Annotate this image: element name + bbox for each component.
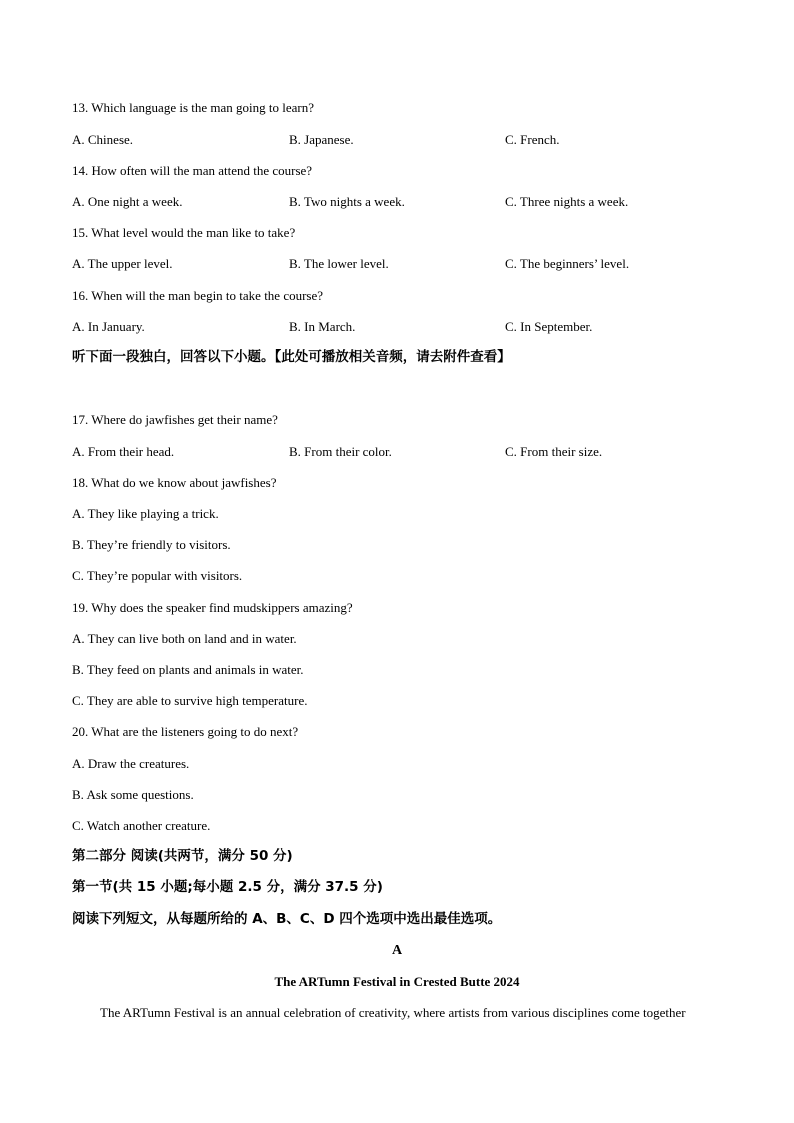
monologue-instruction: 听下面一段独白，回答以下小题。【此处可播放相关音频，请去附件查看】 — [72, 349, 511, 365]
option-c: C. Three nights a week. — [505, 194, 629, 209]
question-19: 19. Why does the speaker find mudskippers amazing? — [72, 600, 353, 615]
option-a: A. They like playing a trick. — [72, 506, 219, 521]
option-a: A. One night a week. — [72, 194, 183, 209]
passage-title: The ARTumn Festival in Crested Butte 2024 — [274, 974, 520, 989]
option-b: B. Ask some questions. — [72, 787, 194, 802]
question-15: 15. What level would the man like to take? — [72, 225, 296, 240]
option-b: B. In March. — [289, 319, 356, 334]
reading-instruction: 阅读下列短文，从每题所给的 A、B、C、D 四个选项中选出最佳选项。 — [72, 911, 502, 927]
option-c: C. From their size. — [505, 444, 603, 459]
question-18: 18. What do we know about jawfishes? — [72, 475, 277, 490]
reading-part-title: 第二部分 阅读(共两节，满分 50 分) — [72, 848, 293, 864]
question-16-options — [0, 319, 794, 335]
option-b: B. From their color. — [289, 444, 392, 459]
question-15-options — [0, 256, 794, 272]
option-b: B. Japanese. — [289, 132, 354, 147]
option-c: C. In September. — [505, 319, 593, 334]
question-20: 20. What are the listeners going to do next? — [72, 724, 299, 739]
option-c: C. They’re popular with visitors. — [72, 568, 243, 583]
option-b: B. They feed on plants and animals in water. — [72, 662, 304, 677]
option-c: C. They are able to survive high temperature. — [72, 693, 308, 708]
option-b: B. Two nights a week. — [289, 194, 405, 209]
passage-paragraph: The ARTumn Festival is an annual celebration of creativity, where artists from various disciplines come together — [100, 1005, 686, 1020]
passage-letter: A — [391, 943, 403, 958]
question-17-options — [0, 444, 794, 460]
option-b: B. The lower level. — [289, 256, 389, 271]
option-c: C. Watch another creature. — [72, 818, 211, 833]
question-13-options — [0, 132, 794, 148]
question-14: 14. How often will the man attend the course? — [72, 163, 313, 178]
question-14-options — [0, 194, 794, 210]
option-b: B. They’re friendly to visitors. — [72, 537, 231, 552]
option-a: A. Chinese. — [72, 132, 134, 147]
option-c: C. French. — [505, 132, 560, 147]
option-c: C. The beginners’ level. — [505, 256, 630, 271]
option-a: A. The upper level. — [72, 256, 173, 271]
question-16: 16. When will the man begin to take the course? — [72, 288, 324, 303]
option-a: A. In January. — [72, 319, 145, 334]
option-a: A. They can live both on land and in water. — [72, 631, 297, 646]
question-13: 13. Which language is the man going to learn? — [72, 100, 314, 115]
reading-section-title: 第一节(共 15 小题;每小题 2.5 分，满分 37.5 分) — [72, 879, 383, 895]
question-17: 17. Where do jawfishes get their name? — [72, 412, 278, 427]
option-a: A. From their head. — [72, 444, 175, 459]
option-a: A. Draw the creatures. — [72, 756, 190, 771]
